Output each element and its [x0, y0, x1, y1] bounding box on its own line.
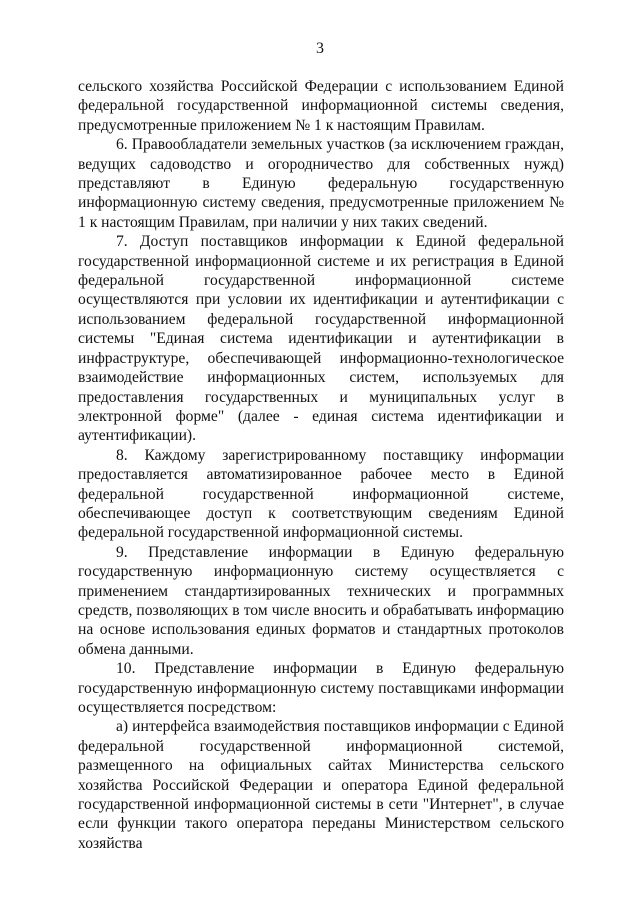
paragraph-item-10a: а) интерфейса взаимодействия поставщиков информации с Единой федеральной государственной информационной системой, размещенного на официальных сайтах Министерства сельского хозяйства Российской Федерации и оператора Единой федеральной государственной информационной системы в сети "Интернет", в случае если функции такого оператора переданы Министерством сельского хозяйства: [78, 718, 564, 852]
paragraph-item-8: 8. Каждому зарегистрированному поставщику информации предоставляется автоматизированное рабочее место в Единой федеральной государственной информационной системе, обеспечивающее доступ к соответствующим сведениям Единой федеральной государственной информационной системы.: [78, 446, 564, 542]
paragraph-item-6: 6. Правообладатели земельных участков (за исключением граждан, ведущих садоводство и огородничество для собственных нужд) представляют в Единую федеральную государственную информационную систему сведения, предусмотренные приложением № 1 к настоящим Правилам, при наличии у них таких сведений.: [78, 136, 564, 231]
page-number: 3: [316, 40, 324, 57]
paragraph-item-10: 10. Представление информации в Единую федеральную государственную информационную систему поставщиками информации осуществляется посредством:: [78, 660, 564, 716]
paragraph-continuation: сельского хозяйства Российской Федерации с использованием Единой федеральной государственной информационной системы сведения, предусмотренные приложением № 1 к настоящим Правилам.: [78, 78, 564, 134]
paragraph-item-7: 7. Доступ поставщиков информации к Единой федеральной государственной информационной системе и их регистрация в Единой федеральной государственной информационной системе осуществляются при условии их идентификации и аутентификации с использованием федеральной государственной информационной системы "Единая система идентификации и аутентификации в инфраструктуре, обеспечивающей информационно-технологическое взаимодействие информационных систем, используемых для предоставления государственных и муниципальных услуг в электронной форме" (далее - единая система идентификации и аутентификации).: [78, 233, 564, 445]
document-body: [78, 77, 564, 853]
paragraph-item-9: 9. Представление информации в Единую федеральную государственную информационную систему осуществляется с применением стандартизированных технических и программных средств, позволяющих в том числе вносить и обрабатывать информацию на основе использования единых форматов и стандартных протоколов обмена данными.: [78, 543, 564, 658]
